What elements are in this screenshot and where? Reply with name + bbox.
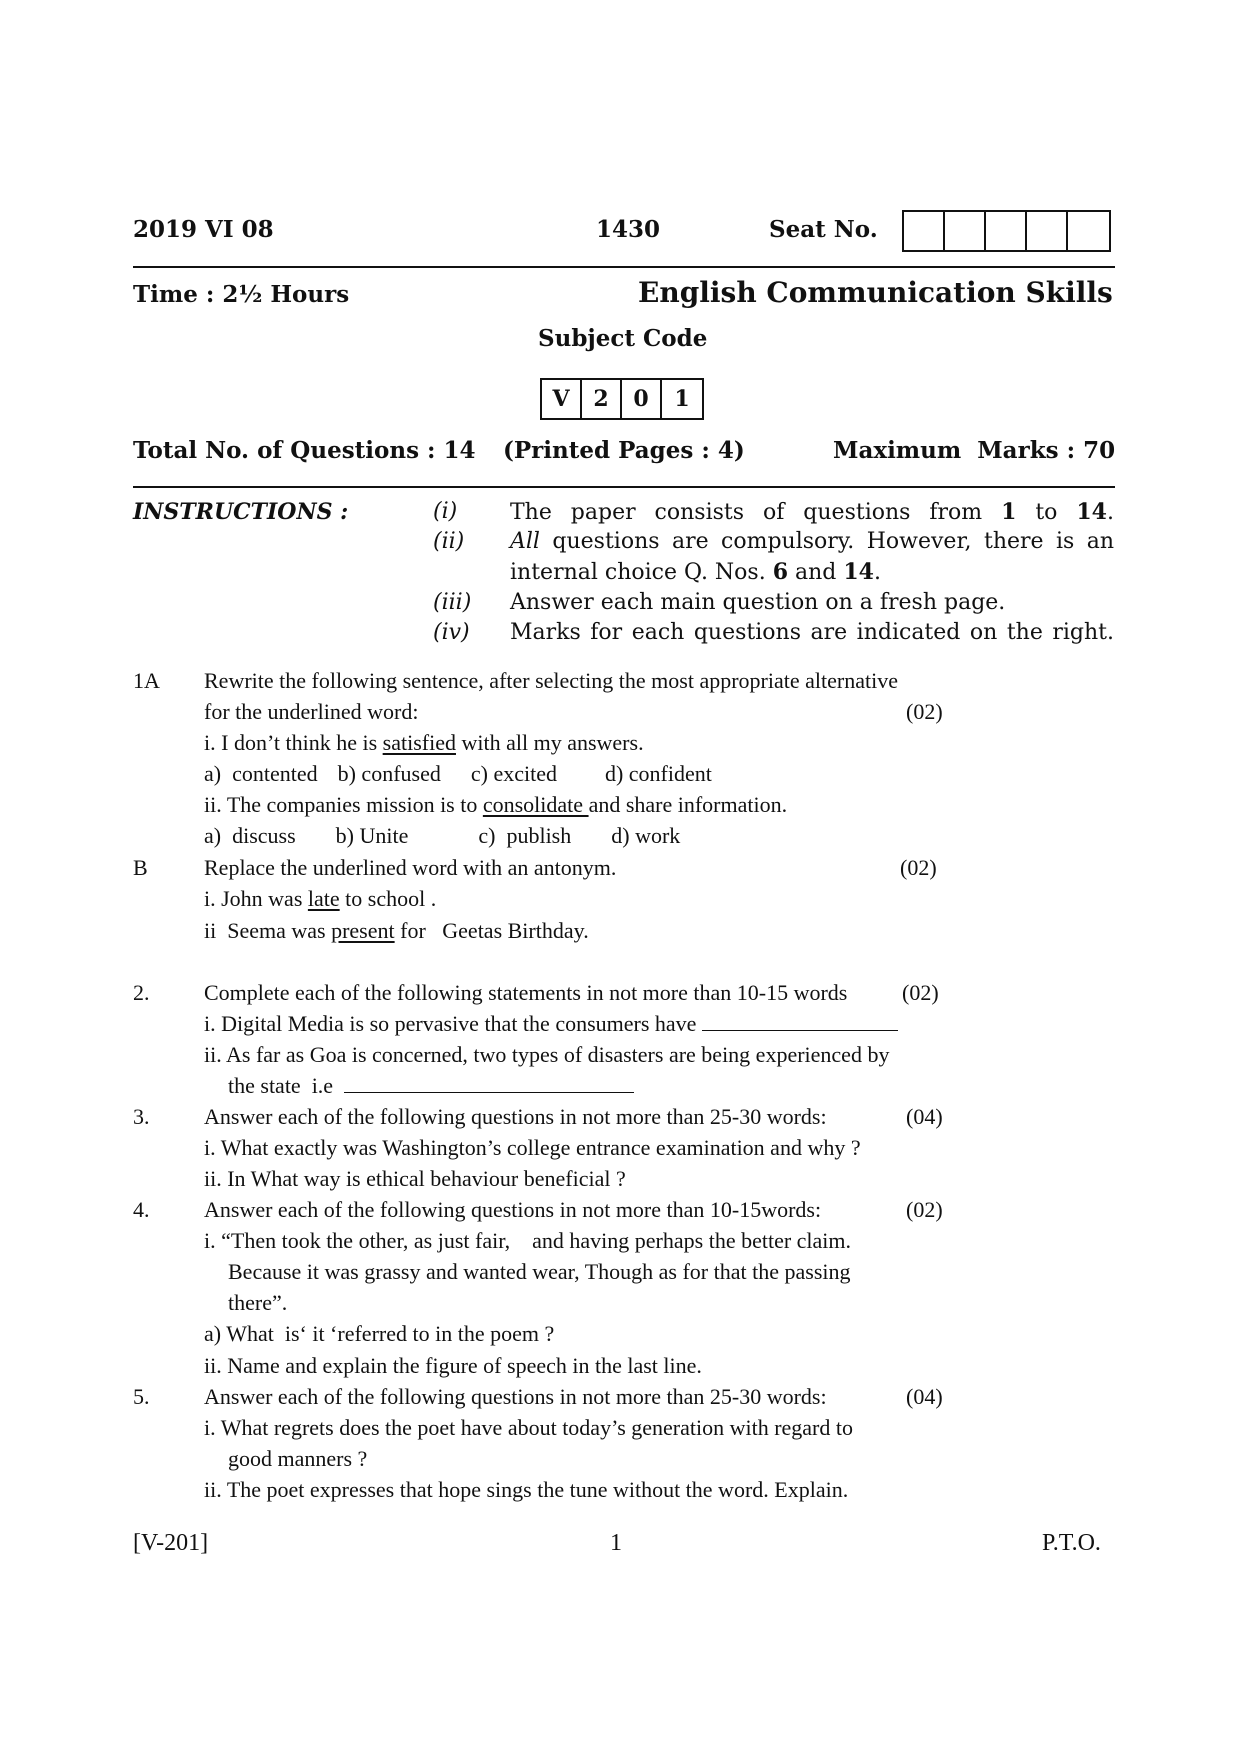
seat-box — [986, 212, 1027, 250]
question-marks: (04) — [906, 1384, 943, 1409]
subject-code-label: Subject Code — [538, 325, 708, 352]
paper-number: 1430 — [596, 216, 661, 243]
question-text: Complete each of the following statements in not more than 10-15 words — [204, 980, 848, 1005]
code-char: V — [542, 380, 582, 418]
question-marks: (02) — [902, 980, 939, 1005]
question-marks: (02) — [906, 699, 943, 724]
option-list — [204, 823, 680, 849]
sub-question: i. What regrets does the poet have about today’s generation with regard to — [204, 1415, 853, 1440]
option: d) confident — [604, 761, 712, 786]
seat-box — [1027, 212, 1068, 250]
instruction-number: (ii) — [433, 529, 465, 554]
time-allowed: Time : 2½ Hours — [133, 281, 350, 308]
question-number: 4. — [133, 1197, 150, 1222]
header-rule — [133, 266, 1115, 268]
question-marks: (04) — [906, 1104, 943, 1129]
seat-number-boxes — [902, 210, 1111, 252]
question-marks: (02) — [906, 1197, 943, 1222]
footer-code: [V-201] — [133, 1530, 209, 1556]
subject-title: English Communication Skills — [638, 276, 1113, 309]
printed-pages: (Printed Pages : 4) — [503, 437, 745, 464]
instruction-2-line-1: All questions are compulsory. However, there is an — [510, 529, 1114, 554]
seat-box — [904, 212, 945, 250]
question-number: 2. — [133, 980, 150, 1005]
question-number: 5. — [133, 1384, 150, 1409]
sub-question: ii. In What way is ethical behaviour beneficial ? — [204, 1166, 626, 1191]
question-text: Rewrite the following sentence, after selecting the most appropriate alternative — [204, 668, 898, 693]
instruction-4: Marks for each questions are indicated on the right. — [510, 620, 1114, 645]
code-char: 2 — [582, 380, 622, 418]
sub-question: the state i.e — [228, 1073, 634, 1099]
instruction-number: (iii) — [433, 590, 472, 615]
question-number: 1A — [133, 668, 160, 693]
instructions-rule — [133, 486, 1115, 488]
subject-code-boxes — [540, 378, 704, 420]
question-marks: (02) — [900, 855, 937, 880]
sub-question: i. Digital Media is so pervasive that the consumers have — [204, 1011, 898, 1037]
option: b) Unite — [335, 823, 409, 848]
instruction-3: Answer each main question on a fresh page. — [510, 590, 1006, 615]
maximum-marks: Maximum Marks : 70 — [833, 437, 1116, 464]
seat-label: Seat No. — [769, 216, 878, 243]
question-number: B — [133, 855, 148, 880]
sub-question: ii. The companies mission is to consolidate and share information. — [204, 792, 788, 817]
option: a) discuss — [204, 823, 296, 848]
option: d) work — [611, 823, 681, 848]
question-text: Replace the underlined word with an antonym. — [204, 855, 617, 880]
code-char: 0 — [622, 380, 662, 418]
answer-blank — [702, 1012, 898, 1031]
question-number: 3. — [133, 1104, 150, 1129]
question-text: Answer each of the following questions in not more than 25-30 words: — [204, 1384, 827, 1409]
instructions-label: INSTRUCTIONS : — [133, 499, 349, 525]
please-turn-over: P.T.O. — [1042, 1530, 1101, 1556]
instruction-2-line-2: internal choice Q. Nos. 6 and 14. — [510, 559, 881, 585]
question-text: Answer each of the following questions in not more than 10-15words: — [204, 1197, 822, 1222]
poem-excerpt: i. “Then took the other, as just fair, and having perhaps the better claim. — [204, 1228, 852, 1253]
option: b) confused — [337, 761, 441, 786]
exam-code: 2019 VI 08 — [133, 216, 274, 243]
sub-question: ii. The poet expresses that hope sings the tune without the word. Explain. — [204, 1477, 849, 1502]
sub-question: good manners ? — [228, 1446, 368, 1471]
instruction-number: (i) — [433, 499, 458, 524]
poem-excerpt: Because it was grassy and wanted wear, Though as for that the passing — [228, 1259, 851, 1284]
sub-question: i. I don’t think he is satisfied with all my answers. — [204, 730, 644, 755]
page-number: 1 — [610, 1530, 622, 1556]
sub-question: a) What is‘ it ‘referred to in the poem ? — [204, 1321, 555, 1346]
code-char: 1 — [674, 386, 690, 412]
seat-box — [1068, 212, 1109, 250]
question-text: for the underlined word: — [204, 699, 419, 724]
sub-question: ii Seema was present for Geetas Birthday. — [204, 918, 589, 943]
option: c) publish — [478, 823, 572, 848]
question-text: Answer each of the following questions in not more than 25-30 words: — [204, 1104, 827, 1129]
sub-question: i. What exactly was Washington’s college entrance examination and why ? — [204, 1135, 861, 1160]
seat-box — [945, 212, 986, 250]
option: c) excited — [470, 761, 557, 786]
option-list — [204, 761, 712, 787]
sub-question: ii. As far as Goa is concerned, two types of disasters are being experienced by — [204, 1042, 890, 1067]
instruction-number: (iv) — [433, 620, 470, 645]
sub-question: i. John was late to school . — [204, 886, 437, 911]
sub-question: ii. Name and explain the figure of speech in the last line. — [204, 1353, 702, 1378]
total-questions: Total No. of Questions : 14 — [133, 437, 476, 464]
instruction-1: The paper consists of questions from 1 to 14. — [510, 499, 1114, 525]
answer-blank — [344, 1074, 634, 1093]
poem-excerpt: there”. — [228, 1290, 288, 1315]
option: a) contented — [204, 761, 318, 786]
